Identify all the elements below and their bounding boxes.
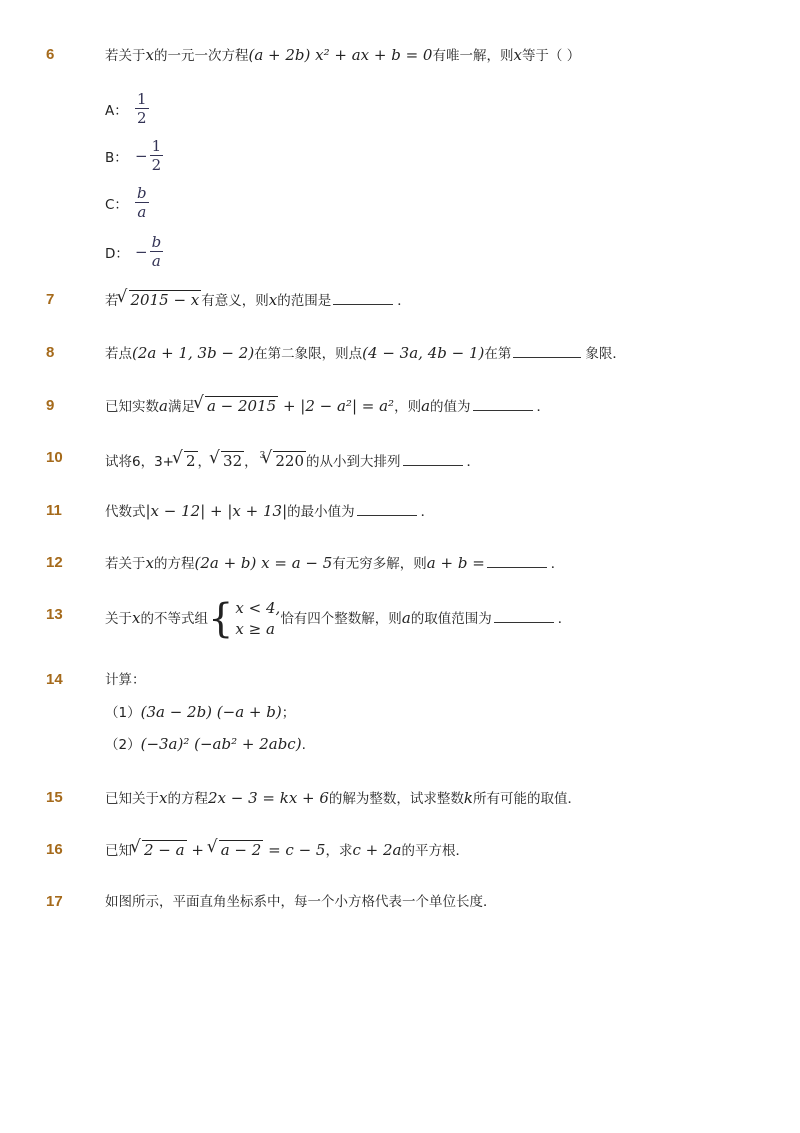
equation: 2x − 3 = kx + 6	[207, 789, 329, 807]
question-13-stem	[105, 598, 571, 640]
question-number-14: 14	[46, 671, 63, 688]
answer-blank[interactable]	[403, 451, 463, 466]
question-16-stem	[105, 839, 469, 862]
radicand: 2	[186, 452, 196, 470]
sqrt-expression	[119, 289, 202, 311]
root-index: 3	[259, 451, 266, 461]
var-x: x	[513, 46, 522, 64]
text: ．	[466, 454, 481, 470]
answer-blank[interactable]	[473, 396, 533, 411]
question-15-stem	[105, 787, 581, 810]
question-number-15: 15	[46, 789, 63, 806]
answer-blank[interactable]	[357, 501, 417, 516]
text: 有唯一解，则	[432, 48, 514, 64]
text: 的方程	[167, 791, 208, 807]
equation: (a + 2b) x² + ax + b = 0	[248, 46, 433, 64]
inequality-line-2: x ≥ a	[235, 620, 275, 638]
left-brace: {	[207, 596, 234, 642]
separator: ，	[244, 454, 258, 470]
text: 象限．	[585, 346, 626, 362]
question-14-stem: 计算：	[105, 672, 146, 688]
answer-blank[interactable]	[487, 553, 547, 568]
text: 的方程	[153, 556, 195, 572]
var-x: x	[159, 789, 168, 807]
text: 所有可能的取值．	[473, 791, 582, 807]
text: 若点	[105, 346, 132, 362]
var-x: x	[145, 554, 154, 572]
var-a: a	[401, 609, 411, 627]
inequality-system	[208, 598, 280, 640]
text: 有意义，则	[201, 293, 269, 309]
question-14-part-2	[105, 733, 306, 753]
question-11-stem	[105, 500, 434, 523]
text: 的从小到大排列	[306, 454, 401, 470]
numerator: 1	[151, 137, 162, 155]
numerator: b	[137, 184, 147, 202]
sqrt-32	[211, 450, 244, 472]
part-label: （1）	[105, 705, 141, 721]
var-x: x	[145, 46, 154, 64]
expression: c + 2a	[352, 841, 402, 859]
point-expression: (4 − 3a, 4b − 1)	[362, 344, 485, 362]
text: 已知实数	[105, 399, 159, 415]
question-8-stem	[105, 342, 626, 365]
text: ．	[550, 556, 565, 572]
question-number-17: 17	[46, 893, 63, 910]
text: ．	[420, 504, 435, 520]
sqrt-expression	[132, 839, 187, 861]
text: ，则	[394, 399, 422, 415]
punctuation: .	[301, 737, 306, 753]
radicand: 32	[223, 452, 243, 470]
point-expression: (2a + 1, 3b − 2)	[132, 344, 255, 362]
text: 在第	[484, 346, 512, 362]
question-number-10: 10	[46, 449, 63, 466]
text: 的值为	[430, 399, 471, 415]
option-label: D：	[105, 245, 129, 262]
denominator: 2	[151, 156, 162, 174]
expression: (3a − 2b) (−a + b)	[140, 703, 282, 721]
text: 关于	[105, 611, 132, 627]
text: 已知	[105, 843, 132, 859]
radicand: 2015 − x	[130, 291, 200, 309]
radicand: a − 2015	[206, 397, 277, 415]
option-c[interactable]	[105, 184, 149, 221]
text: 已知关于	[105, 791, 159, 807]
text: 满足	[167, 399, 195, 415]
text: 的解为整数，试求整数	[328, 791, 464, 807]
answer-blank[interactable]	[494, 608, 554, 623]
cube-root-220	[258, 452, 306, 470]
option-label: B：	[105, 149, 128, 166]
option-b[interactable]	[105, 137, 163, 174]
numerator: b	[151, 233, 162, 251]
question-14-part-1	[105, 701, 295, 721]
text: 的范围是	[277, 293, 332, 309]
question-10-stem	[105, 447, 480, 473]
denominator: a	[137, 203, 147, 221]
text: 等于（ ）	[521, 48, 581, 64]
minus-sign: −	[135, 146, 148, 165]
question-number-7: 7	[46, 291, 55, 308]
text: ．	[536, 399, 551, 415]
question-number-13: 13	[46, 606, 63, 623]
text: 若	[105, 293, 119, 309]
var-x: x	[132, 609, 141, 627]
sqrt-expression	[195, 395, 278, 417]
punctuation: ；	[281, 705, 296, 721]
question-number-8: 8	[46, 344, 55, 361]
option-a[interactable]	[105, 90, 149, 127]
radicand: a − 2	[220, 841, 262, 859]
denominator: a	[151, 252, 161, 270]
radicand: 2 − a	[144, 841, 185, 859]
equation: + |2 − a²| = a²	[278, 397, 395, 415]
sqrt-expression	[209, 839, 264, 861]
option-label: A：	[105, 102, 128, 119]
text: 的取值范围为	[410, 611, 492, 627]
question-number-6: 6	[46, 46, 55, 63]
question-number-11: 11	[46, 502, 62, 519]
answer-blank[interactable]	[333, 290, 393, 305]
question-6-stem	[105, 44, 580, 67]
text: 恰有四个整数解，则	[280, 611, 402, 627]
text: ，求	[325, 843, 353, 859]
text: 代数式	[105, 504, 146, 520]
question-12-stem	[105, 552, 564, 575]
text: 试将6，3+	[105, 454, 174, 470]
text: ．	[397, 293, 411, 309]
fraction	[150, 233, 164, 270]
text: 的不等式组	[140, 611, 208, 627]
radicand: 220	[275, 452, 305, 470]
expression: a + b =	[426, 554, 485, 572]
text: 在第二象限，则点	[254, 346, 363, 362]
operator: +	[186, 841, 209, 859]
text: 的一元一次方程	[153, 48, 249, 64]
fraction	[150, 137, 164, 174]
question-number-9: 9	[46, 397, 55, 414]
answer-blank[interactable]	[513, 343, 581, 358]
text: ．	[557, 611, 572, 627]
denominator: 2	[137, 109, 147, 127]
minus-sign: −	[135, 242, 148, 261]
var-k: k	[463, 789, 474, 807]
option-d[interactable]	[105, 233, 163, 270]
sqrt-2	[174, 450, 198, 472]
expression: (−3a)² (−ab² + 2abc)	[140, 735, 302, 753]
numerator: 1	[137, 90, 147, 108]
expression: |x − 12| + |x + 13|	[145, 502, 288, 520]
question-9-stem	[105, 395, 550, 418]
option-label: C：	[105, 196, 128, 213]
var-x: x	[268, 291, 278, 309]
question-number-12: 12	[46, 554, 63, 571]
question-17-stem: 如图所示，平面直角坐标系中，每一个小方格代表一个单位长度．	[105, 894, 497, 910]
text: 有无穷多解，则	[332, 556, 427, 572]
text: 若关于	[105, 48, 146, 64]
inequality-line-1: x < 4,	[235, 599, 281, 617]
equation: (2a + b) x = a − 5	[194, 554, 333, 572]
fraction	[135, 90, 149, 127]
var-a: a	[421, 397, 431, 415]
separator: ，	[197, 454, 212, 470]
equation: = c − 5	[263, 841, 326, 859]
text: 若关于	[105, 556, 146, 572]
question-7-stem	[105, 289, 411, 312]
text: 的平方根．	[401, 843, 469, 859]
part-label: （2）	[105, 737, 141, 753]
question-number-16: 16	[46, 841, 63, 858]
fraction	[135, 184, 149, 221]
var-a: a	[159, 397, 168, 415]
text: 的最小值为	[287, 504, 355, 520]
